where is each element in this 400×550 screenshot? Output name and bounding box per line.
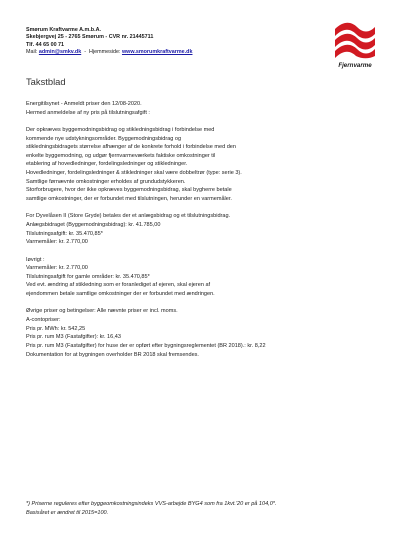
paragraph-line: A-contopriser:	[26, 317, 61, 324]
paragraph-line: Samtlige førnævnte omkostninger erholdes af grundudstykkeren.	[26, 178, 186, 185]
paragraph-line: Hermed anmeldelse af ny pris på tilslutningsafgift :	[26, 109, 150, 116]
paragraph-line: Øvrige priser og betingelser: Alle nævnte priser er incl. moms.	[26, 308, 178, 315]
paragraph-line: Pris pr. rum M3 (Fastafgifter): kr. 16,43	[26, 334, 121, 341]
paragraph-line: Tilslutningsafgift for gamle områder: kr. 35.470,85*	[26, 273, 150, 280]
paragraph-line: etablering af hovedledninger, fordelingsledninger og stikledninger.	[26, 161, 188, 168]
paragraph-line: Tilslutningsafgift: kr. 35.470,85*	[26, 230, 103, 237]
company-phone: Tlf. 44 65 00 71	[26, 41, 65, 48]
document-title: Takstblad	[26, 76, 66, 87]
paragraph-line: Pris pr. rum M3 (Fastafgifter) for huse der er opført efter bygningsreglementet (BR 2018).: kr. 8,22	[26, 342, 266, 349]
company-name: Smørum Kraftvarme A.m.b.A.	[26, 27, 101, 33]
paragraph-line: Dokumentation for at bygningen overholder BR 2018 skal fremsendes.	[26, 351, 199, 358]
letterhead	[26, 27, 316, 56]
web-label: Hjemmeside:	[89, 48, 121, 55]
footnote-line: *) Priserne reguleres efter byggeomkostningsindeks VVS-arbejde BYG4 som fra 1kvt.'20 er på 104,0*.	[26, 501, 277, 507]
paragraph-line: Iøvrigt :	[26, 256, 45, 263]
fjernvarme-logo-icon	[329, 19, 381, 59]
contact-separator: -	[81, 48, 89, 55]
paragraph-line: Hovedledninger, fordelingsledninger & stikledninger skal være dobbeltrør (type: serie 3).	[26, 170, 242, 177]
company-address: Skebjergvej 25 - 2765 Smørum - CVR nr. 21445711	[26, 34, 154, 41]
paragraph-line: Varmemåler: kr. 2.770,00	[26, 265, 88, 272]
paragraph-line: samtlige omkostninger, der er forbundet med tilslutningen, herunder en varmemåler.	[26, 196, 232, 203]
paragraph-line: Energitilsynet - Anmeldt priser den 12/08-2020.	[26, 101, 142, 107]
paragraph-line: stikledningsbidragets størrelse afhænger af de konkrete forhold i forbindelse med den	[26, 144, 236, 151]
document-body	[26, 100, 378, 359]
paragraph-line: Pris pr. MWh: kr. 542,25	[26, 325, 86, 332]
mail-link[interactable]: admin@smkv.dk	[38, 48, 82, 55]
paragraph-line: ejendommen betale samtlige omkostninger der er forbundet med ændringen.	[26, 291, 215, 298]
paragraph-line: kommende nye udstykningsområder. Byggemodningsbidrag og	[26, 135, 182, 142]
footnote	[26, 500, 378, 518]
paragraph-line: Der opkræves byggemodningsbidrag og stikledningsbidrag i forbindelse med	[26, 126, 215, 133]
paragraph-line: Anlægsbidraget (Byggemodningsbidrag): kr. 41.785,00	[26, 221, 161, 228]
paragraph-line: Storforbrugere, hvor der ikke opkræves byggemodningsbidrag, skal bygherre betale	[26, 187, 232, 194]
paragraph-line: For Dyvelåsen II (Store Gryde) betales der et anlægsbidrag og et tilslutningsbidrag.	[26, 213, 231, 220]
paragraph-line: enkelte byggemodning, og udgør fjernvarmeværkets faktiske omkostninger til	[26, 152, 216, 159]
paragraph-line: Ved evt. ændring af stikledning som er foranlediget af ejeren, skal ejeren af	[26, 282, 211, 289]
footnote-line: Basisåret er ændret til 2015=100.	[26, 510, 109, 516]
paragraph-line: Varmemåler: kr. 2.770,00	[26, 239, 88, 246]
mail-label: Mail:	[26, 48, 38, 55]
website-link[interactable]: www.smorumkraftvarme.dk	[121, 48, 193, 55]
logo-text: Fjernvarme	[338, 62, 372, 69]
contact-line	[26, 49, 316, 56]
